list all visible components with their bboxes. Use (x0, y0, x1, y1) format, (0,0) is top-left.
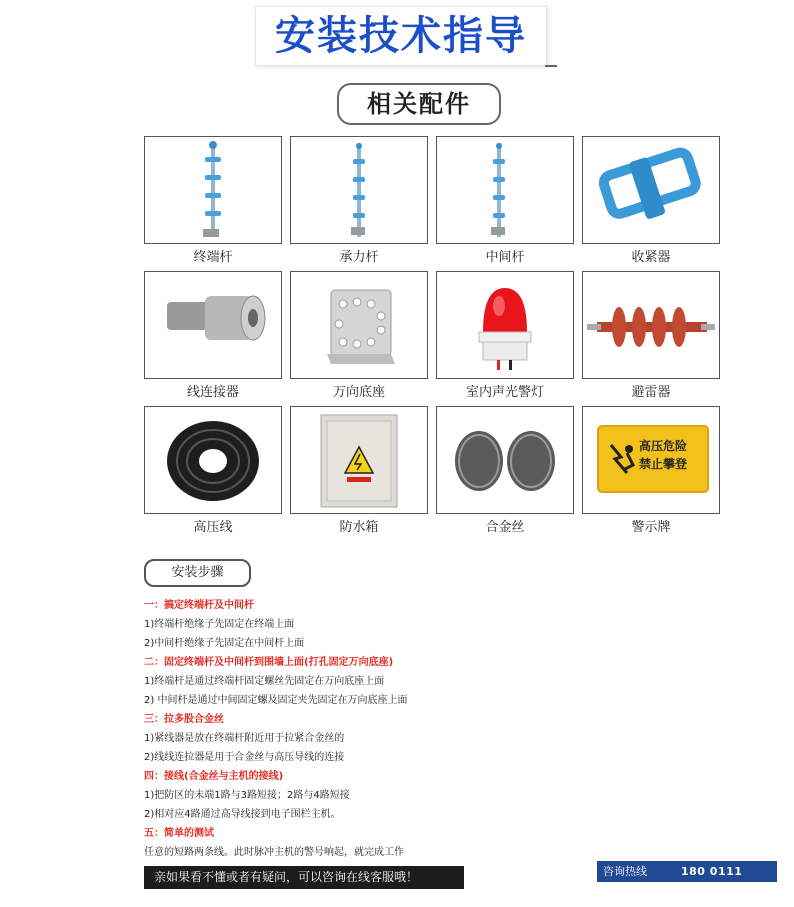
step-line: 2) 中间杆是通过中间固定螺及固定夹先固定在万向底座上面 (144, 695, 408, 706)
part-label: 室内声光警灯 (465, 385, 544, 400)
part-card (144, 406, 282, 536)
part-image-frame (144, 406, 282, 514)
danger-figure-icon (605, 439, 641, 479)
part-card (290, 406, 428, 536)
part-label: 防水箱 (339, 520, 379, 535)
part-card (290, 271, 428, 401)
part-label: 终端杆 (193, 250, 233, 265)
part-image-frame (582, 136, 720, 244)
hotline-label: 咨询热线 (603, 865, 647, 878)
step-line: 1)把防区的未端1路与3路短接；2路与4路短接 (144, 790, 350, 801)
step-line: 1)终端杆绝缘子先固定在终端上面 (144, 619, 295, 630)
warning-sign-line2: 禁止攀登 (639, 457, 688, 471)
title-banner (255, 6, 547, 66)
step-heading: 一：搞定终端杆及中间杆 (144, 600, 254, 611)
step-line: 2)线线连拉器是用于合金丝与高压导线的连接 (144, 752, 345, 763)
part-image-frame (144, 136, 282, 244)
alloy-wire-icon (437, 407, 573, 513)
waterproof-box-icon (291, 407, 427, 513)
warning-sign-text (639, 437, 687, 473)
part-image-frame (290, 271, 428, 379)
install-steps (144, 596, 664, 862)
part-card (144, 136, 282, 266)
part-card (436, 406, 574, 536)
step-line: 任意的短路两条线。此时脉冲主机的警号响起，就完成工作 (144, 847, 404, 858)
part-image-frame (582, 406, 720, 514)
part-card (436, 271, 574, 401)
part-label: 警示牌 (631, 520, 671, 535)
universal-base-icon (291, 272, 427, 378)
part-label: 合金丝 (485, 520, 525, 535)
page-title: 安装技术指导 (275, 13, 527, 59)
section-title-steps: 安装步骤 (171, 565, 224, 580)
part-image-frame (144, 271, 282, 379)
step-heading: 四：接线(合金丝与主机的接线) (144, 771, 284, 782)
parts-grid (144, 136, 710, 535)
part-image-frame (290, 406, 428, 514)
tensioner-icon (583, 137, 719, 243)
alarm-light-icon (437, 272, 573, 378)
part-label: 万向底座 (332, 385, 385, 400)
section-label-steps (144, 559, 251, 587)
warning-sign-line1: 高压危险 (639, 439, 688, 453)
step-line: 1)紧线器是放在终端杆附近用于拉紧合金丝的 (144, 733, 345, 744)
part-label: 避雷器 (631, 385, 671, 400)
part-card (582, 406, 720, 536)
hv-cable-icon (145, 407, 281, 513)
part-image-frame (436, 406, 574, 514)
middle-pole-icon (437, 137, 573, 243)
section-label-parts (337, 83, 501, 125)
load-pole-icon (291, 137, 427, 243)
part-label: 高压线 (193, 520, 233, 535)
step-line: 2)相对应4路通过高导线接到电子围栏主机。 (144, 809, 341, 820)
hotline-number: 180 0111 8559 (681, 865, 743, 899)
step-heading: 五：简单的测试 (144, 828, 214, 839)
part-label: 承力杆 (339, 250, 379, 265)
part-image-frame (436, 271, 574, 379)
wire-connector-icon (145, 272, 281, 378)
part-image-frame (582, 271, 720, 379)
part-card (582, 271, 720, 401)
part-label: 线连接器 (186, 385, 239, 400)
part-image-frame (436, 136, 574, 244)
part-card (582, 136, 720, 266)
warning-sign-icon (597, 425, 709, 493)
help-note-bar (144, 866, 464, 889)
part-card (290, 136, 428, 266)
step-line: 1)终端杆是通过终端杆固定螺丝先固定在万向底座上面 (144, 676, 385, 687)
help-note-text: 亲如果看不懂或者有疑问，可以咨询在线客服哦！ (154, 870, 419, 884)
hotline-banner (597, 861, 777, 899)
step-heading: 三：拉多股合金丝 (144, 714, 224, 725)
section-title-parts: 相关配件 (367, 90, 471, 118)
end-pole-icon (145, 137, 281, 243)
title-divider (545, 65, 557, 67)
part-card (144, 271, 282, 401)
part-image-frame (290, 136, 428, 244)
part-card (436, 136, 574, 266)
part-label: 收紧器 (631, 250, 671, 265)
step-line: 2)中间杆绝缘子先固定在中间杆上面 (144, 638, 305, 649)
part-label: 中间杆 (485, 250, 525, 265)
step-heading: 二：固定终端杆及中间杆到围墙上面(打孔固定万向底座) (144, 657, 394, 668)
lightning-arrester-icon (583, 272, 719, 378)
